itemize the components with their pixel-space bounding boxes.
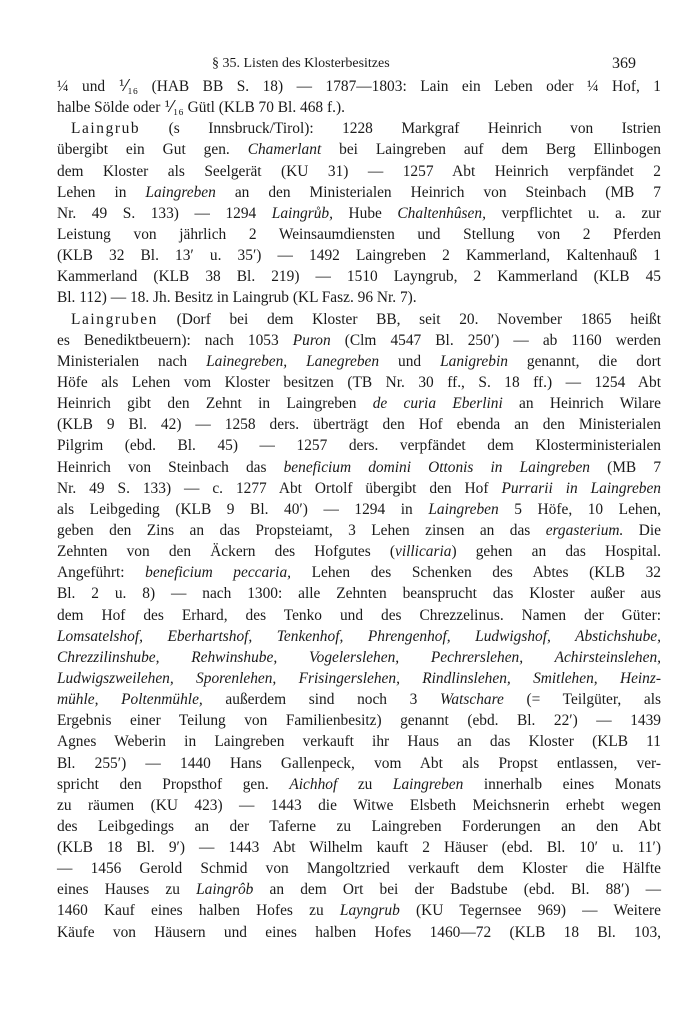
text-line: [57, 478, 661, 499]
italic-term: Laingrôb: [196, 881, 254, 899]
text-run: Agnes Weberin in Laingreben verkauft ihr Haus an das Kloster (KLB 11: [57, 733, 661, 751]
text-run: dem Kloster als Seelgerät (KU 31) — 1257 Abt Heinrich verpfändet 2: [57, 162, 661, 180]
italic-term: Laingrůb,: [271, 204, 333, 222]
text-line: [57, 118, 661, 139]
text-line: [57, 774, 661, 795]
italic-term: Lanigrebin: [440, 352, 508, 370]
text-run: (s Innsbruck/Tirol): 1228 Markgraf Heinrich von Istrien: [140, 120, 661, 138]
text-line: [57, 816, 661, 837]
text-line: [57, 393, 661, 414]
text-run: 1460 Kauf eines halben Hofes zu: [57, 902, 340, 920]
text-run: Bl. 255′) — 1440 Hans Gallenpeck, vom Abt als Propst entlassen, ver-: [57, 754, 661, 772]
text-run: Lehen des Schenken des Abtes (KLB 32: [291, 564, 662, 582]
text-line: [57, 731, 661, 752]
text-run: geben den Zins an das Propsteiamt, 3 Lehen zinsen an das: [57, 521, 546, 539]
text-run: übergibt ein Gut gen.: [57, 141, 248, 159]
text-run: ) gehen an das Hospital.: [451, 543, 661, 561]
italic-term: Laingreben: [392, 775, 464, 793]
text-run: dem Hof des Erhard, des Tenko und des Chrezzelinus. Namen der Güter:: [57, 606, 661, 624]
text-line: [57, 330, 661, 351]
text-line: [57, 837, 661, 858]
italic-term: de curia Eberlini: [372, 395, 503, 413]
text-run: ¼ und ⅟₁₆ (HAB BB S. 18) — 1787—1803: Lain ein Leben oder ¼ Hof, 1: [57, 78, 661, 95]
text-run: an dem Ort bei der Badstube (ebd. Bl. 88′) —: [253, 881, 661, 899]
text-line: [57, 583, 661, 604]
text-line: [57, 182, 661, 203]
text-run: bei Laingreben auf dem Berg Ellinbogen: [321, 141, 661, 159]
italic-term: Purrarii in Laingreben: [501, 479, 661, 497]
text-line: [57, 626, 661, 647]
text-run: Käufe von Häusern und eines halben Hofes 1460—72 (KLB 18 Bl. 103,: [57, 923, 661, 941]
text-run: Ministerialen nach: [57, 352, 207, 370]
text-line: [57, 647, 661, 668]
italic-term: villicaria: [395, 543, 452, 561]
text-run: verpflichtet u. a. zur: [485, 204, 661, 222]
text-line: [57, 562, 661, 583]
text-line: [57, 689, 661, 710]
text-line: [57, 309, 661, 330]
text-run: eines Hauses zu: [57, 881, 197, 899]
text-run: genannt, die dort: [507, 352, 662, 370]
running-header: § 35. Listen des Klosterbesitzes: [212, 56, 390, 71]
text-line: [57, 224, 661, 245]
italic-term: Aichhof: [289, 775, 338, 793]
text-run: des Leibgedings an der Taferne zu Laingreben Forderungen an den Abt: [57, 817, 661, 835]
body-text: [57, 76, 661, 943]
italic-term: ergasterium.: [545, 521, 624, 539]
text-run: Lehen in: [57, 183, 146, 201]
page-number: 369: [612, 55, 636, 72]
text-run: es Benediktbeuern): nach 1053: [57, 331, 293, 349]
text-run: Kammerland (KLB 38 Bl. 219) — 1510 Layngrub, 2 Kammerland (KLB 45: [57, 268, 661, 286]
text-run: Nr. 49 S. 133) — c. 1277 Abt Ortolf übergibt den Hof: [57, 479, 502, 497]
text-line: [57, 76, 661, 97]
text-run: — 1456 Gerold Schmid von Mangoltzried verkauft dem Kloster die Hälfte: [57, 860, 661, 878]
text-run: Die: [623, 521, 661, 539]
text-run: und: [379, 352, 441, 370]
italic-term: Watschare: [440, 691, 504, 709]
text-run: halbe Sölde oder ⅟₁₆ Gütl (KLB 70 Bl. 468 f.).: [57, 99, 345, 117]
text-run: als Leibgeding (KLB 9 Bl. 40′) — 1294 in: [57, 500, 429, 518]
text-run: (KLB 32 Bl. 13′ u. 35′) — 1492 Laingreben 2 Kammerland, Kaltenhauß 1: [57, 247, 661, 265]
text-run: außerdem sind noch 3: [202, 691, 440, 709]
text-line: [57, 879, 661, 900]
text-line: [57, 900, 661, 921]
text-run: Nr. 49 S. 133) — 1294: [57, 204, 272, 222]
text-line: [57, 753, 661, 774]
text-run: zu räumen (KU 423) — 1443 die Witwe Elsbeth Meichsnerin erhebt wegen: [57, 796, 661, 814]
text-line: [57, 541, 661, 562]
text-line: [57, 139, 661, 160]
text-line: [57, 605, 661, 626]
text-line: [57, 710, 661, 731]
text-run: Bl. 2 u. 8) — nach 1300: alle Zehnten beansprucht das Kloster außer aus: [57, 585, 661, 603]
text-run: 5 Höfe, 10 Lehen,: [498, 500, 661, 518]
entry-heading: Laingruben: [71, 310, 158, 328]
text-run: innerhalb eines Monats: [463, 775, 661, 793]
text-line: [57, 97, 661, 118]
text-line: [57, 372, 661, 393]
text-line: [57, 203, 661, 224]
italic-term: Lainegreben, Lanegreben: [206, 352, 380, 370]
text-line: [57, 520, 661, 541]
text-line: [57, 922, 661, 943]
italic-term: Laingreben: [145, 183, 216, 201]
italic-term: Laingreben: [428, 500, 499, 518]
text-line: [57, 499, 661, 520]
italic-term: Lomsatelshof, Eberhartshof, Tenkenhof, Phrengenhof, Ludwigshof, Abstichshube,: [57, 627, 661, 645]
text-line: [57, 414, 661, 435]
text-run: (KU Tegernsee 969) — Weitere: [399, 902, 661, 920]
text-run: an Heinrich Wilare: [502, 395, 661, 413]
text-line: [57, 287, 661, 308]
text-run: (Dorf bei dem Kloster BB, seit 20. November 1865 heißt: [157, 310, 661, 328]
italic-term: Layngrub: [339, 902, 400, 920]
text-run: (KLB 9 Bl. 42) — 1258 ders. überträgt den Hof ebenda an den Ministerialen: [57, 416, 661, 434]
italic-term: Chamerlant: [247, 141, 322, 159]
text-line: [57, 858, 661, 879]
text-run: Angeführt:: [57, 564, 146, 582]
text-run: Heinrich von Steinbach das: [57, 458, 284, 476]
text-run: an den Ministerialen Heinrich von Steinbach (MB 7: [215, 183, 661, 201]
italic-term: beneficium domini Ottonis in Laingreben: [283, 458, 591, 476]
text-run: spricht den Propsthof gen.: [57, 775, 290, 793]
text-line: [57, 245, 661, 266]
text-run: Bl. 112) — 18. Jh. Besitz in Laingrub (KL Fasz. 96 Nr. 7).: [57, 289, 417, 307]
text-line: [57, 266, 661, 287]
text-line: [57, 351, 661, 372]
text-line: [57, 795, 661, 816]
italic-term: beneficium peccaria,: [145, 564, 291, 582]
text-run: zu: [337, 775, 393, 793]
text-run: (KLB 18 Bl. 9′) — 1443 Abt Wilhelm kauft 2 Häuser (ebd. Bl. 10′ u. 11′): [57, 839, 661, 857]
text-run: Pilgrim (ebd. Bl. 45) — 1257 ders. verpfändet dem Klosterministerialen: [57, 437, 661, 455]
text-run: (Clm 4547 Bl. 250′) — ab 1160 werden: [330, 331, 661, 349]
text-run: Ergebnis einer Teilung von Familienbesitz) genannt (ebd. Bl. 22′) — 1439: [57, 712, 661, 730]
text-run: Höfe als Lehen vom Kloster besitzen (TB Nr. 30 ff., S. 18 ff.) — 1254 Abt: [57, 373, 661, 391]
entry-heading: Laingrub: [71, 120, 141, 138]
text-run: Leistung von jährlich 2 Weinsaumdiensten und Stellung von 2 Pferden: [57, 225, 661, 243]
italic-term: Chrezzilinshube, Rehwinshube, Vogelerslehen, Pechrerslehen, Achirsteinslehen,: [57, 648, 661, 666]
text-line: [57, 457, 661, 478]
text-run: (MB 7: [590, 458, 662, 476]
italic-term: Chaltenhûsen,: [397, 204, 486, 222]
text-line: [57, 668, 661, 689]
text-line: [57, 435, 661, 456]
text-run: Heinrich gibt den Zehnt in Laingreben: [57, 395, 373, 413]
italic-term: Ludwigszweilehen, Sporenlehen, Frisingerslehen, Rindlinslehen, Smitlehen, Heinz-: [57, 669, 661, 687]
text-run: (= Teilgüter, als: [503, 691, 662, 709]
text-line: [57, 161, 661, 182]
text-run: Zehnten von den Äckern des Hofgutes (: [57, 543, 396, 561]
italic-term: mühle, Poltenmühle,: [57, 691, 203, 709]
italic-term: Puron: [292, 331, 331, 349]
text-run: Hube: [332, 204, 398, 222]
